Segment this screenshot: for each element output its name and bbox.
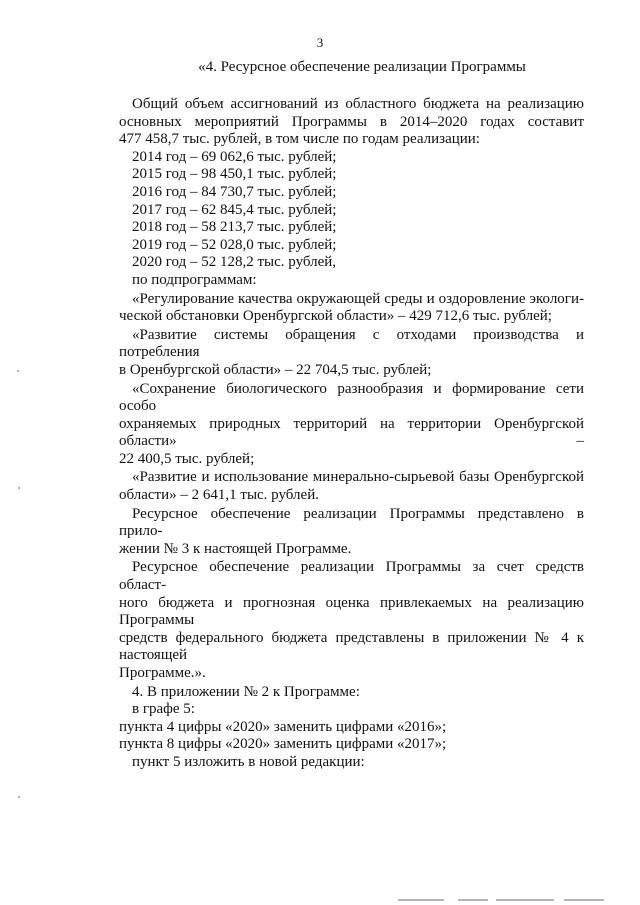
year-allocation-item: 2018 год – 58 213,7 тыс. рублей; <box>132 219 337 236</box>
year-allocation-item: 2017 год – 62 845,4 тыс. рублей; <box>132 201 337 218</box>
subprogram-item <box>119 469 584 504</box>
year-allocation-item: 2016 год – 84 730,7 тыс. рублей; <box>132 183 337 200</box>
text-line: средств федерального бюджета представлены в приложении № 4 к настоящей <box>119 629 584 664</box>
scan-speck <box>17 370 19 372</box>
text-line: охраняемых природных территорий на территории Оренбургской области» – <box>119 415 584 450</box>
document-body <box>119 96 584 772</box>
amendment-point: пункта 4 цифры «2020» заменить цифрами «2016»; <box>119 718 447 735</box>
text-line: области» – 2 641,1 тыс. рублей. <box>119 487 319 504</box>
text-line: Программе.». <box>119 665 206 681</box>
year-allocation-item: 2015 год – 98 450,1 тыс. рублей; <box>132 166 337 183</box>
subprograms-label: по подпрограммам: <box>132 271 257 288</box>
intro-paragraph <box>119 96 584 149</box>
amendment-item: 4. В приложении № 2 к Программе: <box>132 683 360 700</box>
text-line: «Развитие и использование минерально-сырьевой базы Оренбургской <box>132 469 584 486</box>
text-line: жении № 3 к настоящей Программе. <box>119 540 352 557</box>
year-allocation-item: 2014 год – 69 062,6 тыс. рублей; <box>132 148 337 165</box>
text-line: ного бюджета и прогнозная оценка привлекаемых на реализацию Программы <box>119 594 584 629</box>
text-line: в Оренбургской области» – 22 704,5 тыс. рублей; <box>119 361 432 378</box>
year-allocation-list <box>119 149 584 290</box>
subprogram-item <box>119 327 584 380</box>
scan-speck <box>18 796 20 798</box>
year-allocation-item: 2020 год – 52 128,2 тыс. рублей, <box>132 254 337 271</box>
text-line: Общий объем ассигнований из областного бюджета на реализацию <box>132 96 584 112</box>
next-page-trace <box>398 897 608 905</box>
resource-paragraph <box>119 506 584 559</box>
text-line: «Сохранение биологического разнообразия и формирование сети особо <box>119 380 584 415</box>
scan-speck <box>18 487 20 489</box>
text-line: Ресурсное обеспечение реализации Программы за счет средств област- <box>119 559 584 594</box>
amendment-column: в графе 5: <box>132 701 195 718</box>
text-line: 477 458,7 тыс. рублей, в том числе по годам реализации: <box>119 131 480 148</box>
year-allocation-item: 2019 год – 52 028,0 тыс. рублей; <box>132 236 337 253</box>
amendment-block <box>119 684 584 772</box>
subprogram-item <box>119 381 584 469</box>
text-line: «Развитие системы обращения с отходами производства и потребления <box>119 326 584 361</box>
text-line: «Регулирование качества окружающей среды и оздоровление экологи- <box>132 290 584 307</box>
amendment-point: пункта 8 цифры «2020» заменить цифрами «2017»; <box>119 736 447 753</box>
page-number: 3 <box>316 35 324 50</box>
amendment-point: пункт 5 изложить в новой редакции: <box>132 753 365 770</box>
text-line: основных мероприятий Программы в 2014–2020 годах составит <box>119 113 584 130</box>
text-line: 22 400,5 тыс. рублей; <box>119 450 255 467</box>
text-line: Ресурсное обеспечение реализации Программы представлено в прило- <box>119 505 584 540</box>
text-line: ческой обстановки Оренбургской области» – 429 712,6 тыс. рублей; <box>119 308 552 325</box>
section-heading: «4. Ресурсное обеспечение реализации Программы <box>198 59 526 75</box>
regional-budget-paragraph <box>119 559 584 682</box>
subprogram-item <box>119 291 584 326</box>
